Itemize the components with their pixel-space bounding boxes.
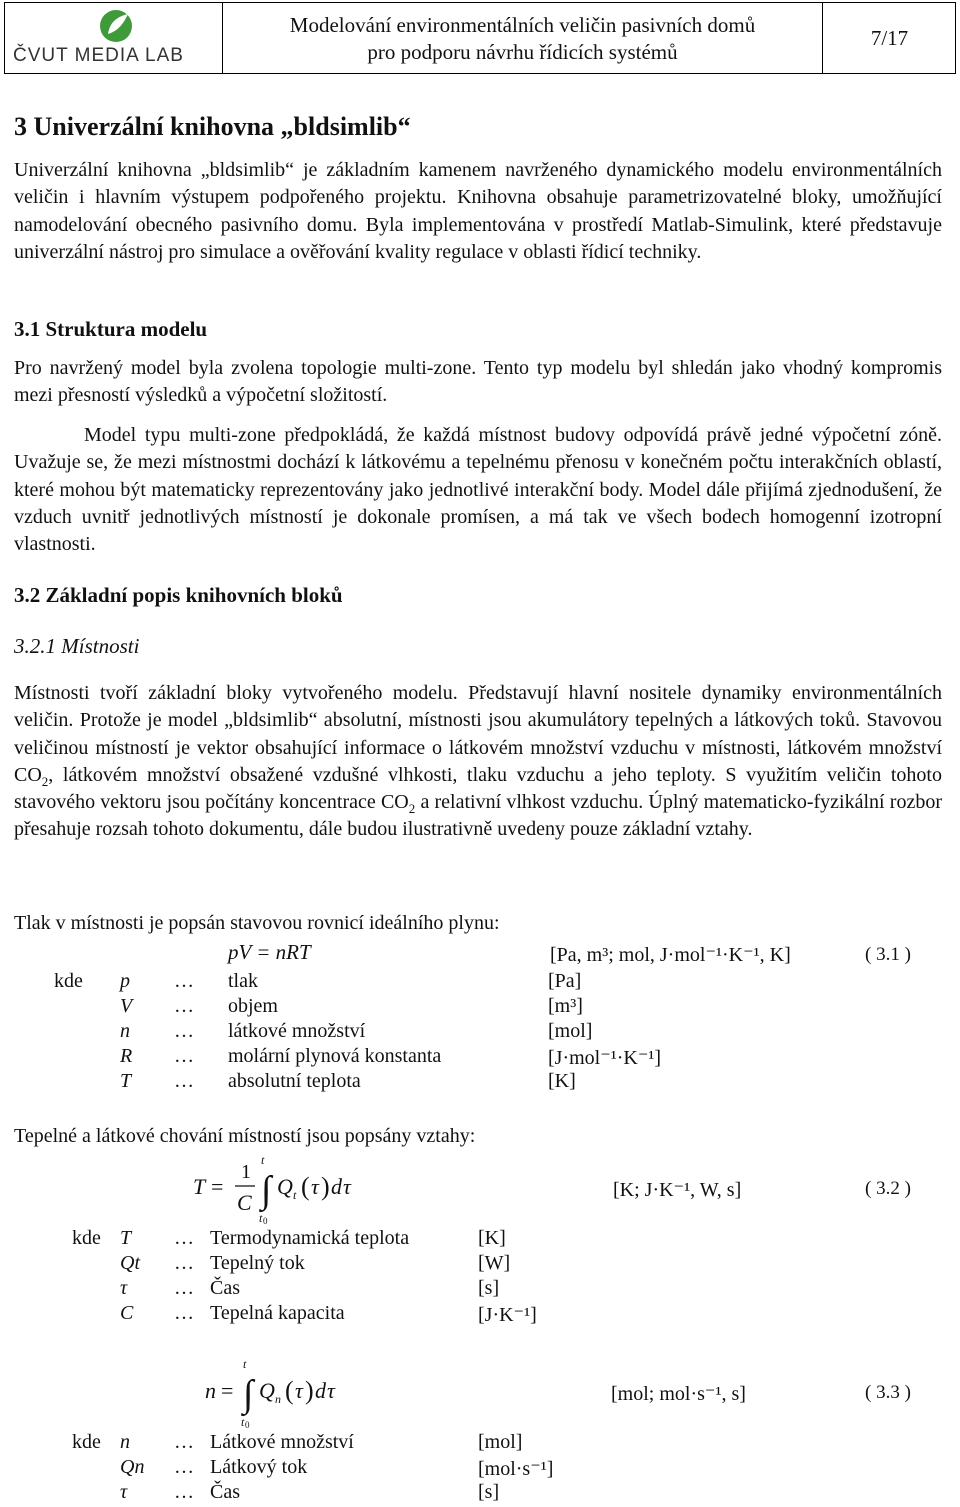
eq2-legend-dots: …	[174, 1252, 194, 1274]
eq2-legend-sym: Qt	[120, 1252, 140, 1274]
page-number: 7/17	[870, 26, 909, 50]
eq3-legend-desc: Čas	[210, 1481, 240, 1503]
page-header	[4, 2, 956, 74]
svg-text:∫: ∫	[261, 1169, 272, 1211]
svg-text:Q: Q	[277, 1174, 293, 1199]
eq2-legend-sym: T	[120, 1227, 132, 1249]
svg-text:0: 0	[263, 1216, 268, 1224]
svg-text:t: t	[241, 1415, 245, 1428]
eq1-legend-desc: látkové množství	[228, 1020, 366, 1042]
eq1-legend-sym: T	[120, 1070, 132, 1092]
section-3-1-heading: 3.1 Struktura modelu	[14, 317, 208, 341]
document-title	[223, 3, 823, 73]
svg-text:): )	[305, 1376, 314, 1405]
svg-text:Q: Q	[259, 1378, 275, 1403]
co2-subscript-1: 2	[41, 773, 49, 789]
eq1-legend-unit: [Pa]	[548, 970, 582, 992]
eq3-legend-unit: [s]	[478, 1481, 500, 1503]
title-line-2: pro podporu návrhu řídicích systémů	[367, 40, 678, 64]
eq2-legend-unit: [J·K⁻¹]	[478, 1304, 537, 1326]
leaf-logo-icon	[98, 8, 138, 44]
svg-text:=: =	[211, 1174, 224, 1199]
eq2-legend-desc: Čas	[210, 1277, 240, 1299]
eq1-legend-sym: R	[120, 1045, 133, 1067]
svg-text:d: d	[331, 1174, 342, 1199]
eq3-legend-sym: Qn	[120, 1456, 145, 1478]
eq1-kde-label: kde	[54, 970, 83, 992]
eq1-legend-dots: …	[174, 1020, 194, 1042]
eq1-legend-desc: absolutní teplota	[228, 1070, 361, 1092]
eq3-legend-dots: …	[174, 1431, 194, 1453]
eq3-legend-sym: n	[120, 1431, 130, 1453]
section-3-1-paragraph-1: Pro navržený model byla zvolena topologie multi-zone. Tento typ modelu byl shledán jako vhodný kompromis mezi přesností výsledků a výpočetní složitostí.	[14, 357, 942, 407]
eq3-legend-dots: …	[174, 1481, 194, 1503]
svg-text:t: t	[259, 1211, 263, 1224]
eq1-legend-dots: …	[174, 1070, 194, 1092]
section-3-2-1-heading: 3.2.1 Místnosti	[14, 634, 140, 658]
eq3-legend-desc: Látkové množství	[210, 1431, 354, 1453]
para-part-a: Místnosti tvoří základní bloky vytvořeného modelu. Představují hlavní nositele dynamiky environmentálních veličin. Protože je model „bldsimlib“ absolutní, místnosti jsou akumulátory tepelných a látkových toků. Stavovou veličinou místností je vektor obsahující informace o látkovém množství vzduchu v místnosti, látkovém množství CO	[14, 682, 942, 786]
eq3-legend-unit: [mol]	[478, 1431, 523, 1453]
eq1-legend-sym: p	[120, 970, 130, 992]
svg-text:t: t	[243, 1357, 247, 1371]
svg-text:n: n	[205, 1378, 216, 1403]
svg-text:n: n	[275, 1392, 281, 1406]
eq2-kde-label: kde	[72, 1227, 101, 1249]
eq1-number: ( 3.1 )	[865, 944, 911, 965]
co2-subscript-2: 2	[408, 801, 416, 817]
svg-text:τ: τ	[327, 1378, 335, 1403]
eq2-legend-dots: …	[174, 1277, 194, 1299]
eq1-legend-dots: …	[174, 1045, 194, 1067]
para-part-c: a relativní vlhkost vzduchu. Úplný matematicko-fyzikální rozbor přesahuje rozsah tohoto dokumentu, dále budou ilustrativně uvedeny pouze základní vztahy.	[14, 791, 942, 841]
logo-cell	[5, 3, 223, 73]
eq1-legend-unit: [K]	[548, 1070, 576, 1092]
eq1-legend-dots: …	[174, 970, 194, 992]
svg-text:T: T	[193, 1174, 206, 1199]
eq3-legend-dots: …	[174, 1456, 194, 1478]
svg-text:d: d	[315, 1378, 326, 1403]
eq2-legend-unit: [W]	[478, 1252, 511, 1274]
eq1-legend-unit: [J·mol⁻¹·K⁻¹]	[548, 1047, 662, 1069]
svg-text:=: =	[221, 1378, 234, 1403]
eq2-legend-unit: [s]	[478, 1277, 500, 1299]
eq1-legend-sym: n	[120, 1020, 130, 1042]
eq1-units: [Pa, m³; mol, J·mol⁻¹·K⁻¹, K]	[550, 944, 791, 966]
section-3-1-paragraph-2: Model typu multi-zone předpokládá, že každá místnost budovy odpovídá právě jedné výpočetní zóně. Uvažuje se, že mezi místnostmi dochází k látkovému a tepelnému přenosu v konečném počtu interakčních oblastí, které mohou být matematicky reprezentovány jako jednotlivé interakční body. Model dále přijímá zjednodušení, že vzduch uvnitř jednotlivých místností je dokonale promísen, a má tak ve všech bodech homogenní izotropní vlastnosti.	[14, 424, 942, 556]
svg-text:t: t	[261, 1153, 265, 1167]
eq2-legend-sym: C	[120, 1302, 134, 1324]
svg-text:τ: τ	[343, 1174, 351, 1199]
eq2-legend-sym: τ	[120, 1277, 128, 1299]
eq1-formula: pV = nRT	[228, 940, 311, 964]
eq1-intro: Tlak v místnosti je popsán stavovou rovnicí ideálního plynu:	[14, 912, 500, 934]
svg-text:t: t	[293, 1188, 297, 1202]
section-3-2-heading: 3.2 Základní popis knihovních bloků	[14, 583, 343, 607]
eq2-intro: Tepelné a látkové chování místností jsou popsány vztahy:	[14, 1125, 476, 1147]
eq1-legend-dots: …	[174, 995, 194, 1017]
section-3-paragraph: Univerzální knihovna „bldsimlib“ je základním kamenem navrženého dynamického modelu environmentálních veličin i hlavním výstupem podpořeného projektu. Knihovna obsahuje parametrizovatelné bloky, umožňující namodelování obecného pasivního domu. Byla implementována v prostředí Matlab-Simulink, které představuje univerzální nástroj pro simulace a ověřování kvality regulace v oblasti řídicí techniky.	[14, 159, 942, 263]
eq2-number: ( 3.2 )	[865, 1178, 911, 1199]
eq1-legend-desc: objem	[228, 995, 278, 1017]
svg-text:C: C	[237, 1190, 252, 1215]
eq3-legend-desc: Látkový tok	[210, 1456, 308, 1478]
eq2-legend-desc: Tepelný tok	[210, 1252, 305, 1274]
section-3-heading: 3 Univerzální knihovna „bldsimlib“	[14, 112, 411, 141]
eq1-legend-sym: V	[120, 995, 133, 1017]
svg-text:(: (	[301, 1172, 310, 1201]
eq3-legend-unit: [mol·s⁻¹]	[478, 1458, 554, 1480]
eq2-legend-dots: …	[174, 1302, 194, 1324]
para-part-b: , látkovém množství obsažené vzdušné vlhkosti, tlaku vzduchu a jeho teploty. S využitím veličin tohoto stavového vektoru jsou počítány koncentrace CO	[14, 763, 942, 814]
eq3-number: ( 3.3 )	[865, 1382, 911, 1403]
section-3-2-1-paragraph	[14, 680, 942, 844]
eq1-legend-unit: [mol]	[548, 1020, 593, 1042]
svg-text:): )	[321, 1172, 330, 1201]
svg-text:1: 1	[241, 1161, 251, 1183]
logo-text: ČVUT MEDIA LAB	[13, 45, 184, 66]
eq1-legend-desc: tlak	[228, 970, 258, 992]
eq2-legend-desc: Tepelná kapacita	[210, 1302, 345, 1324]
eq2-legend-unit: [K]	[478, 1227, 506, 1249]
svg-text:∫: ∫	[243, 1373, 254, 1415]
svg-text:τ: τ	[311, 1174, 319, 1199]
eq2-legend-dots: …	[174, 1227, 194, 1249]
title-line-1: Modelování environmentálních veličin pasivních domů	[289, 13, 756, 37]
eq1-legend-desc: molární plynová konstanta	[228, 1045, 442, 1067]
eq3-formula	[195, 1354, 375, 1428]
eq3-kde-label: kde	[72, 1431, 101, 1453]
eq2-units: [K; J·K⁻¹, W, s]	[613, 1179, 742, 1201]
svg-text:0: 0	[245, 1420, 250, 1428]
eq2-formula	[185, 1150, 385, 1224]
svg-text:τ: τ	[295, 1378, 303, 1403]
eq3-units: [mol; mol·s⁻¹, s]	[611, 1383, 746, 1405]
eq3-legend-sym: τ	[120, 1481, 128, 1503]
eq2-legend-desc: Termodynamická teplota	[210, 1227, 410, 1249]
svg-text:(: (	[285, 1376, 294, 1405]
eq1-legend-unit: [m³]	[548, 995, 583, 1017]
